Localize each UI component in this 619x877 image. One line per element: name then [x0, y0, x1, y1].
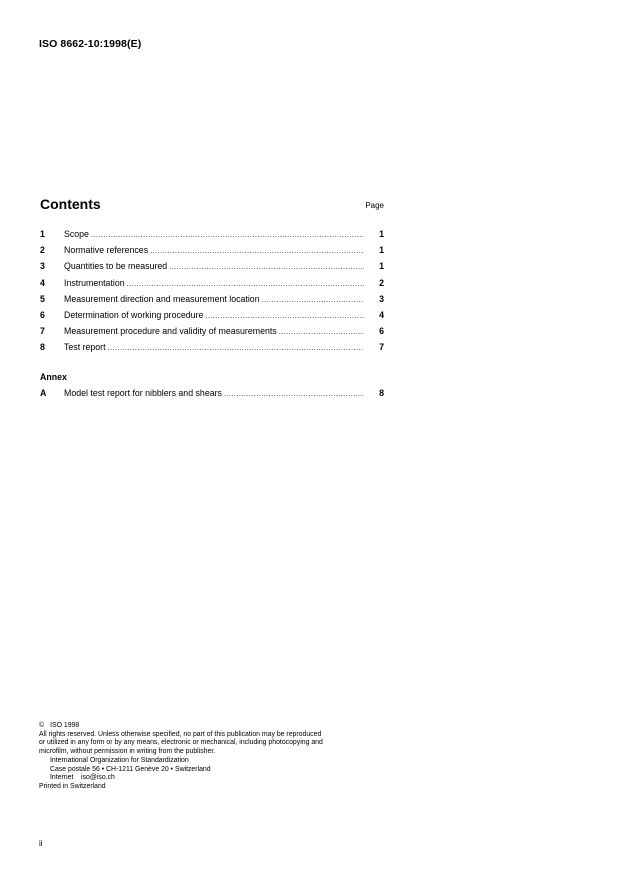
- contents-header: [40, 196, 384, 214]
- annex-contents: [40, 387, 384, 403]
- toc-entry-page: 7: [379, 342, 384, 353]
- toc-entry[interactable]: [40, 277, 384, 293]
- copyright-block: [39, 722, 385, 792]
- internet-contact: [39, 774, 385, 783]
- toc-entry-page: 1: [379, 261, 384, 272]
- rights-text-line: or utilized in any form or by any means, electronic or mechanical, including photocopying and: [39, 739, 323, 747]
- printed-location: Printed in Switzerland: [39, 782, 106, 790]
- toc-leader-dots: [108, 342, 364, 354]
- toc-entry-number: 5: [40, 293, 45, 304]
- copyright-symbol: ©: [39, 722, 45, 729]
- toc-entry[interactable]: [40, 244, 384, 260]
- toc-leader-dots: [279, 326, 364, 338]
- toc-entry-page: 8: [379, 388, 384, 398]
- toc-entry-number: 3: [40, 261, 45, 272]
- rights-text-line: microfilm, without permission in writing from the publisher.: [39, 748, 216, 756]
- rights-text-line: All rights reserved. Unless otherwise specified, no part of this publication may be reproduced: [39, 730, 322, 738]
- toc-entry-title: Measurement direction and measurement location: [64, 293, 260, 304]
- toc-entry[interactable]: [40, 260, 384, 276]
- page-column-label: Page: [365, 201, 384, 210]
- toc-leader-dots: [224, 388, 364, 400]
- toc-entry-title: Measurement procedure and validity of measurements: [64, 326, 277, 337]
- toc-entry-title: Scope: [64, 229, 89, 239]
- toc-entry-number: A: [40, 388, 47, 398]
- toc-entry-number: 7: [40, 326, 45, 337]
- toc-entry-title: Normative references: [64, 245, 149, 256]
- toc-entry-page: 3: [379, 293, 384, 304]
- toc-entry-page: 1: [379, 229, 384, 239]
- toc-entry-page: 2: [379, 277, 384, 288]
- toc-leader-dots: [262, 294, 364, 306]
- toc-entry[interactable]: [40, 228, 384, 244]
- toc-entry-title: Determination of working procedure: [64, 309, 204, 320]
- document-identifier: ISO 8662-10:1998(E): [39, 38, 142, 50]
- toc-entry-number: 6: [40, 309, 45, 320]
- toc-entry-number: 8: [40, 342, 45, 353]
- copyright-line: [39, 722, 385, 731]
- toc-entry[interactable]: [40, 309, 384, 325]
- organization-name: International Organization for Standardization: [50, 756, 189, 764]
- toc-entry-title: Quantities to be measured: [64, 261, 168, 272]
- internet-label: Internet: [50, 774, 74, 782]
- page-number: ii: [39, 839, 43, 848]
- toc-entry-number: 4: [40, 277, 45, 288]
- toc-entry-title: Model test report for nibblers and shears: [64, 388, 222, 398]
- toc-entry-page: 4: [379, 309, 384, 320]
- copyright-year: ISO 1998: [50, 722, 80, 729]
- toc-entry-title: Test report: [64, 342, 106, 353]
- toc-leader-dots: [91, 229, 364, 241]
- toc-leader-dots: [205, 310, 364, 322]
- toc-leader-dots: [169, 261, 364, 273]
- toc-entry[interactable]: [40, 293, 384, 309]
- toc-entry-number: 1: [40, 229, 45, 239]
- toc-entry-title: Instrumentation: [64, 277, 125, 288]
- postal-address: Case postale 56 • CH-1211 Genève 20 • Switzerland: [50, 765, 211, 773]
- toc-entry-page: 6: [379, 326, 384, 337]
- contents-title: Contents: [40, 196, 101, 212]
- toc-entry[interactable]: [40, 341, 384, 357]
- toc-entry[interactable]: [40, 325, 384, 341]
- toc-leader-dots: [150, 245, 364, 257]
- toc-leader-dots: [127, 278, 364, 290]
- annex-heading: Annex: [40, 372, 67, 382]
- toc-entry-number: 2: [40, 245, 45, 256]
- internet-email[interactable]: iso@iso.ch: [81, 774, 115, 782]
- toc-entry[interactable]: [40, 387, 384, 403]
- toc-entry-page: 1: [379, 245, 384, 256]
- table-of-contents: [40, 228, 384, 358]
